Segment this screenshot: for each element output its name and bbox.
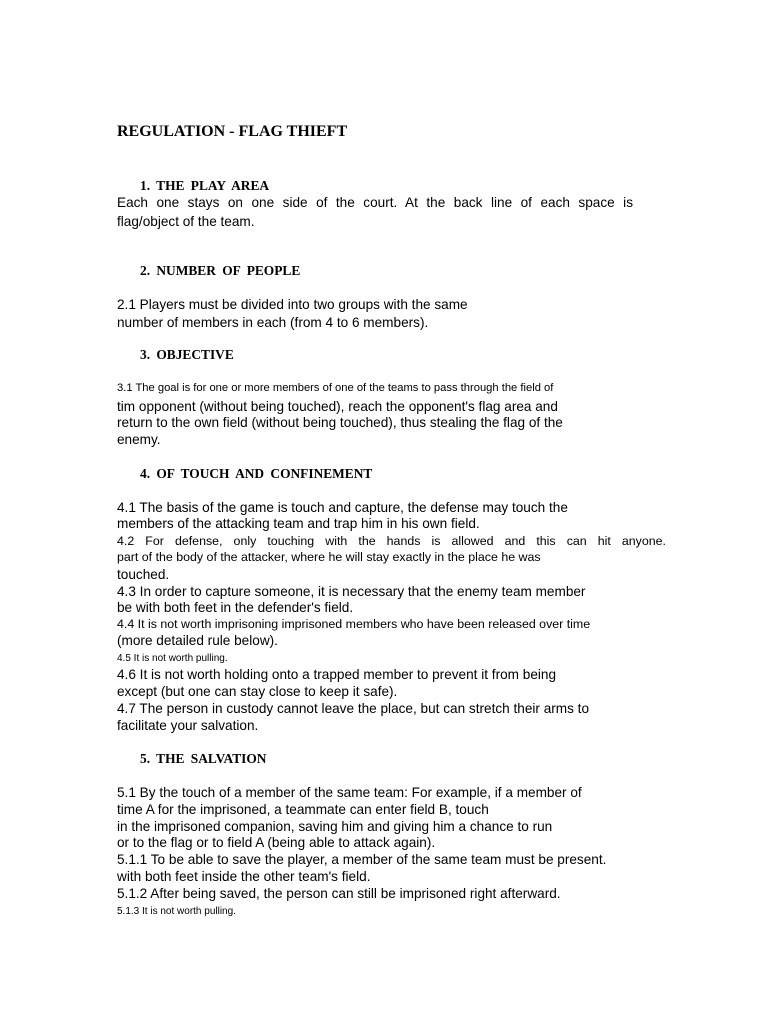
paragraph-line: flag/object of the team. — [117, 214, 255, 229]
paragraph-line: or to the flag or to field A (being able to attack again). — [117, 835, 436, 850]
paragraph-line: 4.6 It is not worth holding onto a trapped member to prevent it from being — [117, 667, 557, 682]
section-heading-touch-confinement: 4. OF TOUCH AND CONFINEMENT — [140, 466, 373, 481]
paragraph-line: 4.3 In order to capture someone, it is necessary that the enemy team member — [117, 584, 586, 599]
paragraph-line: 4.5 It is not worth pulling. — [117, 653, 228, 664]
paragraph-line: 4.1 The basis of the game is touch and capture, the defense may touch the — [117, 500, 568, 515]
paragraph-line: 5.1.3 It is not worth pulling. — [117, 906, 236, 917]
paragraph-line: members of the attacking team and trap him in his own field. — [117, 516, 480, 531]
paragraph-line: with both feet inside the other team's field. — [117, 869, 371, 884]
paragraph-line: (more detailed rule below). — [117, 633, 278, 648]
paragraph-line: 5.1.1 To be able to save the player, a member of the same team must be present. — [117, 852, 607, 867]
paragraph-line: 5.1 By the touch of a member of the same team: For example, if a member of — [117, 785, 582, 800]
paragraph-line: in the imprisoned companion, saving him and giving him a chance to run — [117, 819, 553, 834]
paragraph-line: return to the own field (without being touched), thus stealing the flag of the — [117, 415, 563, 430]
paragraph-line: number of members in each (from 4 to 6 members). — [117, 315, 429, 330]
paragraph-line: 4.7 The person in custody cannot leave the place, but can stretch their arms to — [117, 701, 590, 716]
paragraph-line: 5.1.2 After being saved, the person can still be imprisoned right afterward. — [117, 886, 561, 901]
paragraph-line: part of the body of the attacker, where he will stay exactly in the place he was — [117, 550, 541, 564]
paragraph-line: time A for the imprisoned, a teammate can enter field B, touch — [117, 802, 489, 817]
paragraph-line: Each one stays on one side of the court. At the back line of each space is — [117, 195, 633, 210]
paragraph-line: 2.1 Players must be divided into two groups with the same — [117, 297, 468, 312]
paragraph-line: 4.4 It is not worth imprisoning imprisoned members who have been released over time — [117, 617, 591, 631]
paragraph-line: be with both feet in the defender's field. — [117, 600, 354, 615]
paragraph-line: tim opponent (without being touched), reach the opponent's flag area and — [117, 399, 558, 414]
paragraph-line: 4.2 For defense, only touching with the hands is allowed and this can hit anyone. — [117, 534, 666, 548]
paragraph-line: 3.1 The goal is for one or more members of one of the teams to pass through the field of — [117, 382, 554, 394]
section-heading-salvation: 5. THE SALVATION — [140, 751, 267, 766]
section-heading-objective: 3. OBJECTIVE — [140, 347, 234, 362]
section-heading-number-of-people: 2. NUMBER OF PEOPLE — [140, 263, 301, 278]
document-title: REGULATION - FLAG THIEFT — [117, 123, 348, 140]
paragraph-line: touched. — [117, 567, 170, 582]
section-heading-play-area: 1. THE PLAY AREA — [140, 178, 270, 193]
paragraph-line: facilitate your salvation. — [117, 718, 259, 733]
paragraph-line: except (but one can stay close to keep it safe). — [117, 684, 398, 699]
paragraph-line: enemy. — [117, 432, 161, 447]
